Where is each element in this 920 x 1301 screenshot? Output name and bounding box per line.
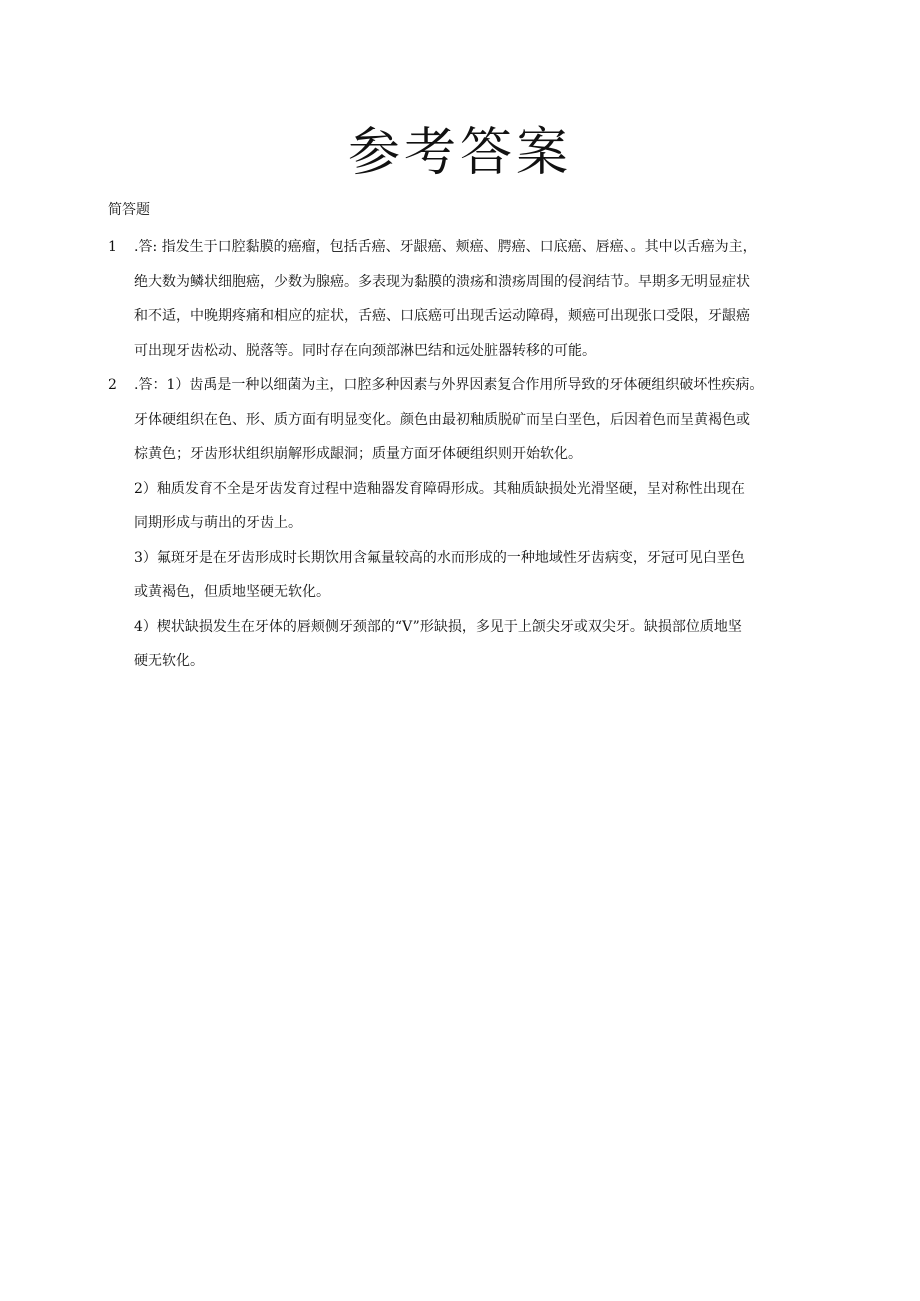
answer-line: .答：1）齿禹是一种以细菌为主，口腔多种因素与外界因素复合作用所导致的牙体硬组织破坏性疾病。 xyxy=(134,377,764,393)
section-heading: 简答题 xyxy=(108,202,150,218)
answer-body xyxy=(108,230,828,368)
page-title: 参考答案 xyxy=(347,123,572,183)
answer-line: 和不适，中晚期疼痛和相应的症状，舌癌、口底癌可出现舌运动障碍，颊癌可出现张口受限，牙龈癌 xyxy=(134,308,750,324)
answer-line: 硬无软化。 xyxy=(134,653,204,669)
answer-line: 可出现牙齿松动、脱落等。同时存在向颈部淋巴结和远处脏器转移的可能。 xyxy=(134,342,596,359)
answer-line: 4）楔状缺损发生在牙体的唇颊侧牙颈部的“V”形缺损，多见于上颌尖牙或双尖牙。缺损部位质地坚 xyxy=(134,618,742,635)
answer-line: 同期形成与萌出的牙齿上。 xyxy=(134,515,302,531)
answer-list xyxy=(108,230,828,679)
answer-line: 绝大数为鳞状细胞癌，少数为腺癌。多表现为黏膜的溃疡和溃疡周围的侵润结节。早期多无明显症状 xyxy=(134,273,750,290)
answer-line: 2）釉质发育不全是牙齿发育过程中造釉器发育障碍形成。其釉质缺损处光滑坚硬，呈对称性出现在 xyxy=(134,480,745,497)
answer-item-2 xyxy=(108,368,828,679)
answer-line: 或黄褐色，但质地坚硬无软化。 xyxy=(134,584,330,600)
answer-number: 2 xyxy=(108,377,117,393)
answer-line: 牙体硬组织在色、形、质方面有明显变化。颜色由最初釉质脱矿而呈白垩色，后因着色而呈黄褐色或 xyxy=(134,411,750,428)
answer-line: 3）氟斑牙是在牙齿形成时长期饮用含氟量较高的水而形成的一种地域性牙齿病变，牙冠可见白垩色 xyxy=(134,549,745,566)
answer-body xyxy=(108,368,828,679)
answer-item-1 xyxy=(108,230,828,368)
answer-line: 棕黄色；牙齿形状组织崩解形成龈洞；质量方面牙体硬组织则开始软化。 xyxy=(134,446,582,462)
answer-line: .答: 指发生于口腔黏膜的癌瘤，包括舌癌、牙龈癌、颊癌、腭癌、口底癌、唇癌、。其中以舌癌为主， xyxy=(134,239,757,255)
answer-number: 1 xyxy=(108,239,117,255)
